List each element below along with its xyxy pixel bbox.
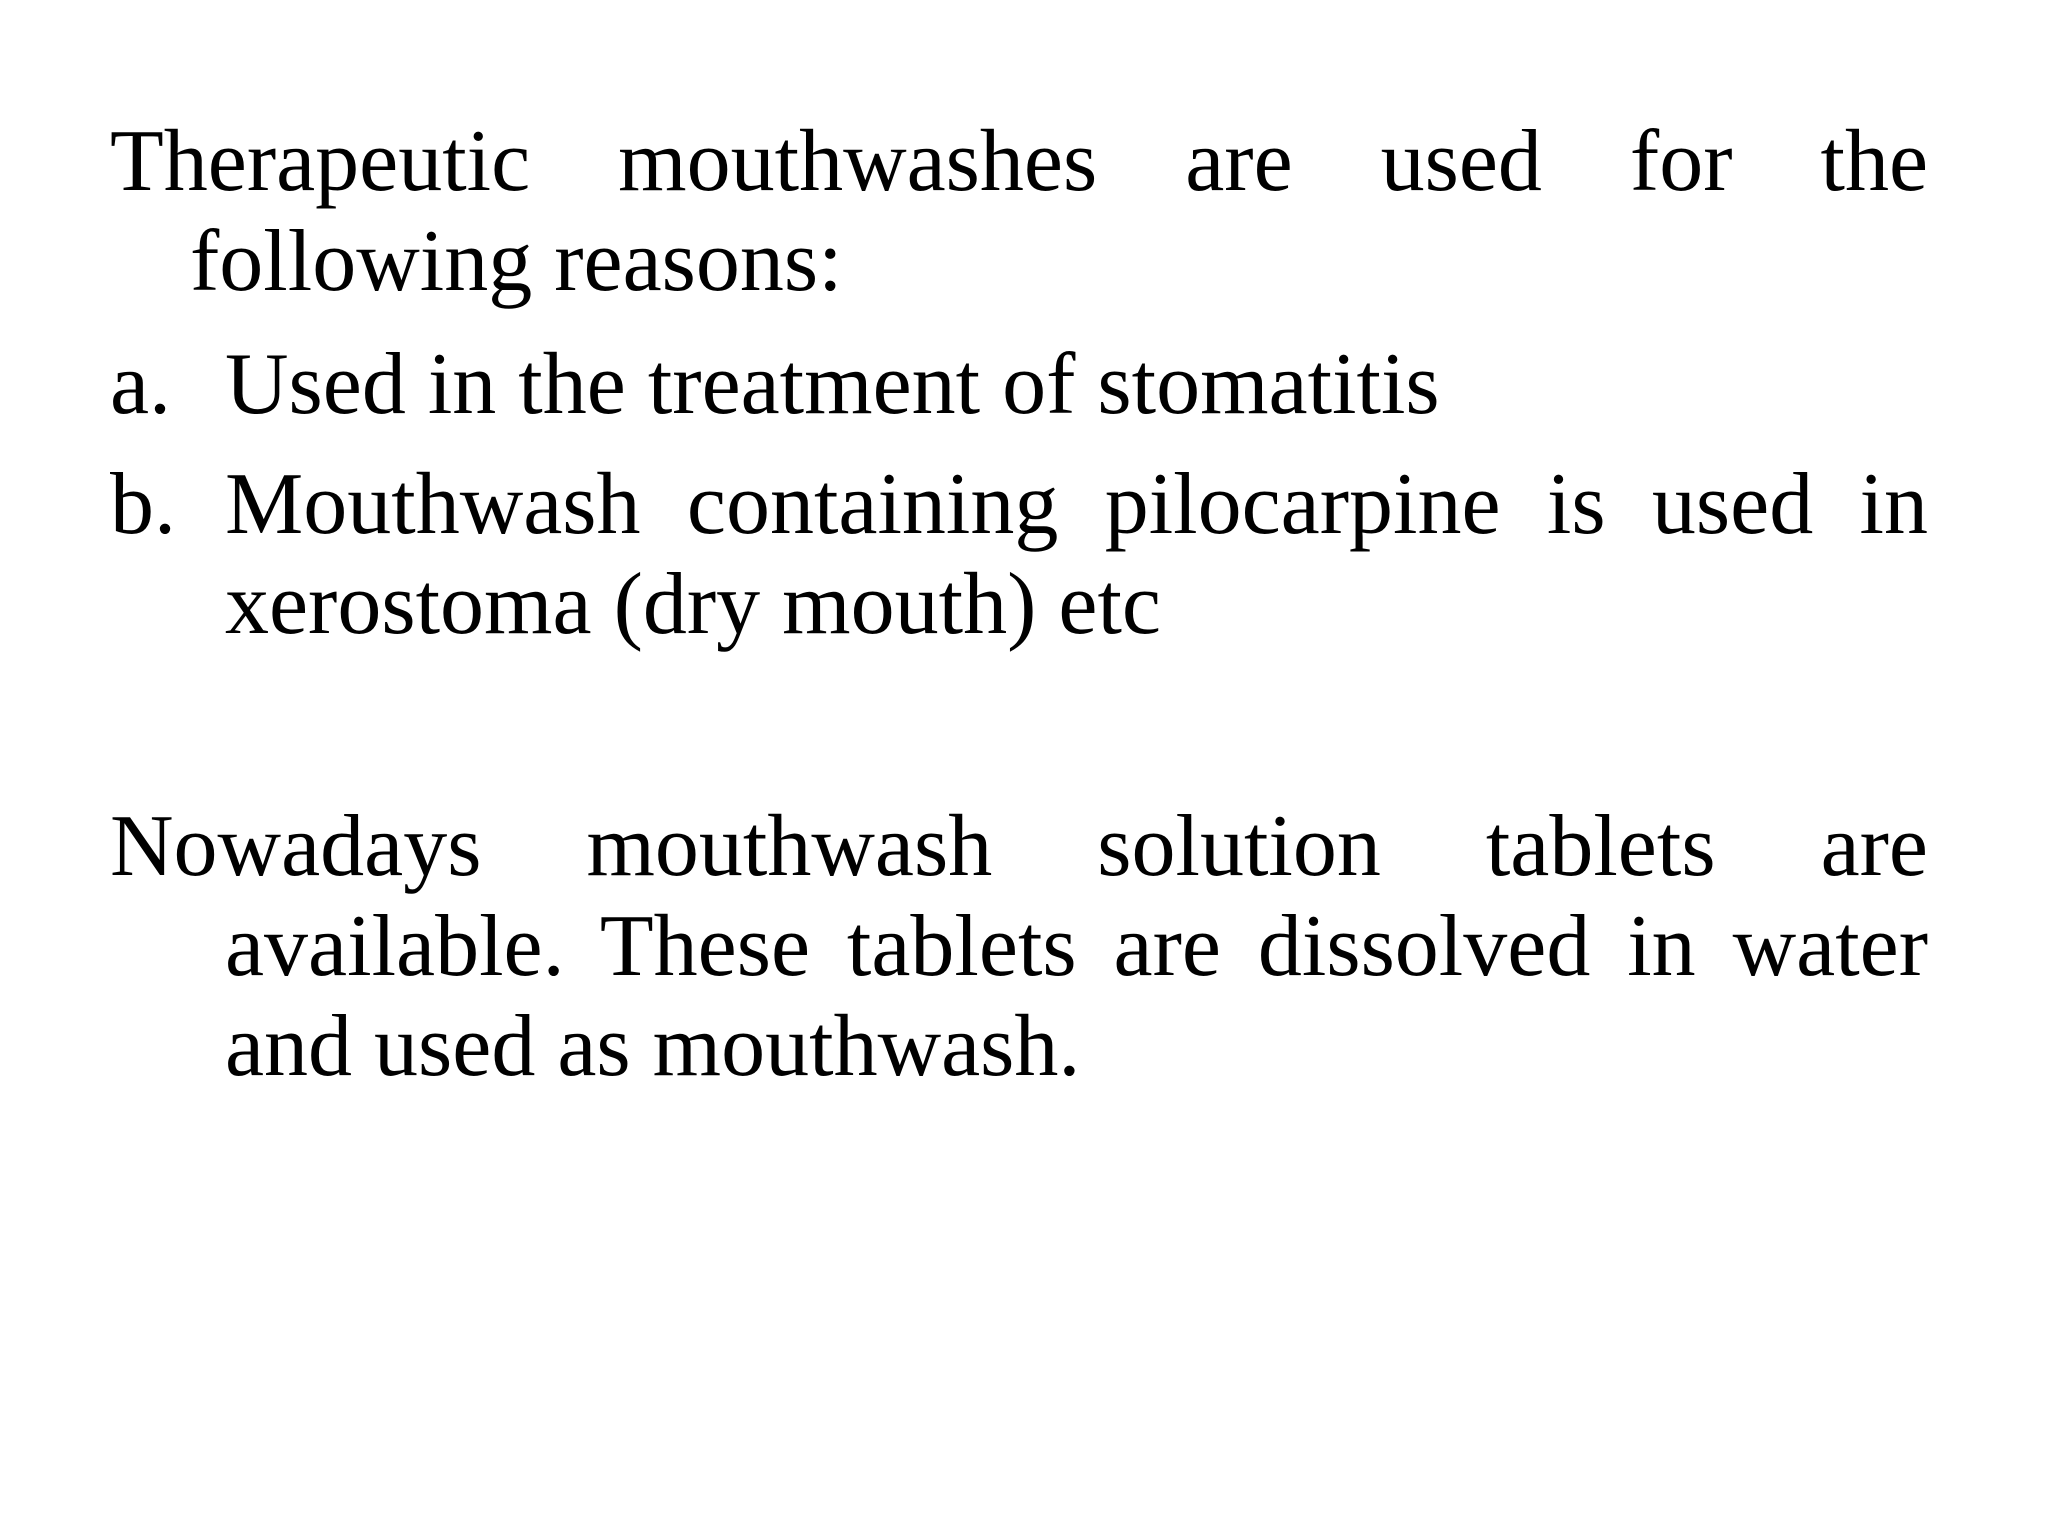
list-item-a — [110, 335, 1928, 435]
list-text-a: Used in the treatment of stomatitis — [225, 336, 1440, 433]
list-marker-b: b. — [110, 456, 176, 553]
list-item-b — [110, 455, 1928, 655]
note-paragraph: Nowadays mouthwash solution tablets are available. These tablets are dissolved in water and used as mouthwash. — [110, 798, 1928, 1095]
list-marker-a: a. — [110, 336, 172, 433]
intro-paragraph: Therapeutic mouthwashes are used for the following reasons: — [110, 113, 1928, 310]
list-text-b: Mouthwash containing pilocarpine is used in xerostoma (dry mouth) etc — [225, 456, 1928, 653]
